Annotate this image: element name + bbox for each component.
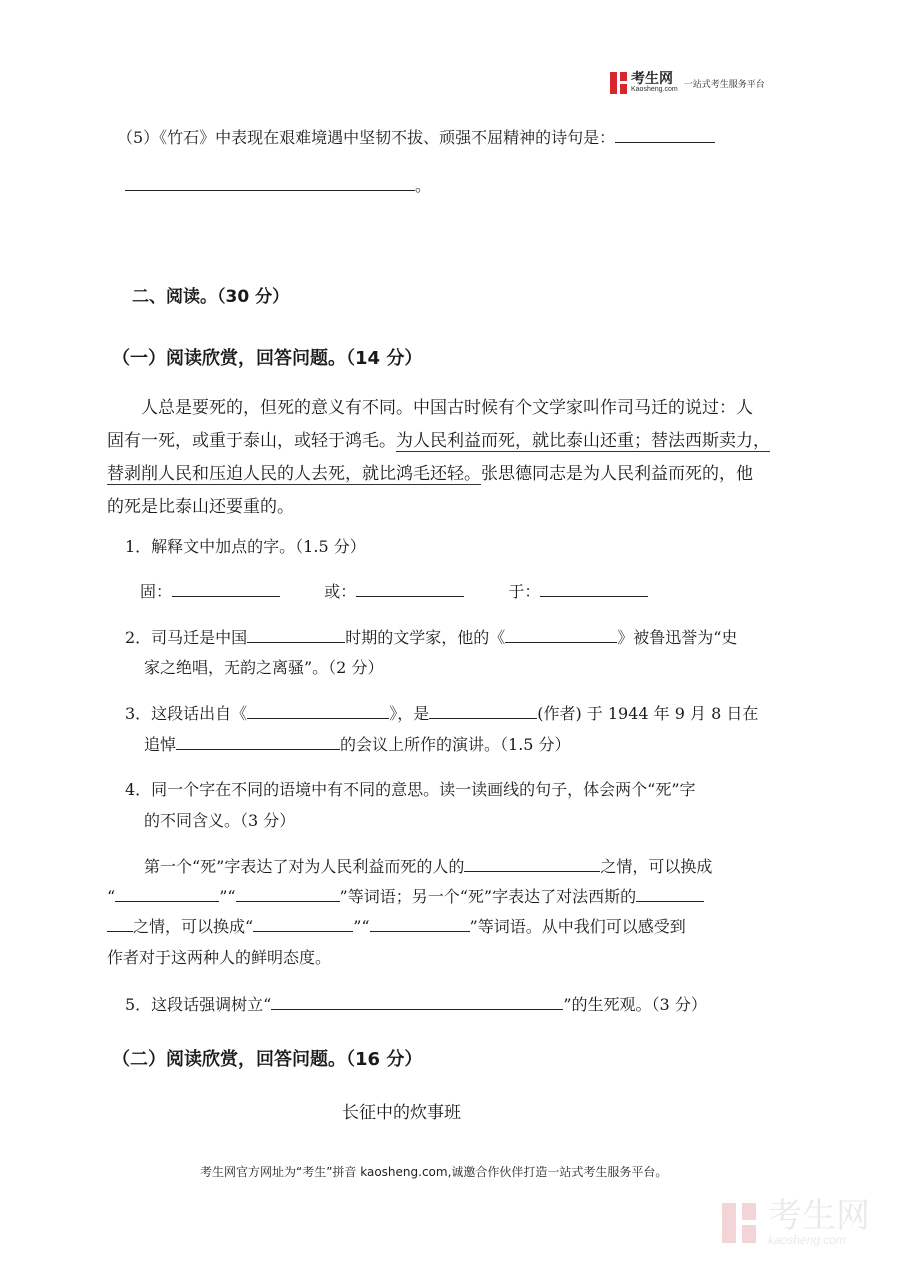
part-1-title: （一）阅读欣赏，回答问题。（14 分） <box>112 348 423 369</box>
q4-text: 之情，可以换成“ <box>133 917 254 936</box>
logo-domain: Kaosheng.com <box>631 85 678 93</box>
passage-line <box>107 425 797 458</box>
q3-text: 追悼 <box>144 735 177 754</box>
passage-line <box>107 458 797 491</box>
q4-text: 第一个“死”字表达了对为人民利益而死的人的 <box>144 857 465 876</box>
answer-blank[interactable] <box>540 582 648 597</box>
answer-blank[interactable] <box>271 995 563 1010</box>
watermark-domain: kaosheng.com <box>768 1233 847 1247</box>
watermark-name: 考生网 <box>768 1196 870 1236</box>
question-4-line1: 4．同一个字在不同的语境中有不同的意思。读一读画线的句子，体会两个“死”字 <box>125 780 696 799</box>
q3-text: (作者) 于 1944 年 9 月 8 日在 <box>537 704 759 723</box>
q3-text: 的会议上所作的演讲。（1.5 分） <box>340 735 571 754</box>
answer-blank[interactable] <box>464 857 600 872</box>
answer-blank[interactable] <box>615 128 715 143</box>
question-1: 1．解释文中加点的字。（1.5 分） <box>125 537 366 556</box>
answer-blank[interactable] <box>236 887 340 902</box>
question-4-answer-line1 <box>144 857 712 877</box>
question-3-line1 <box>125 704 758 724</box>
answer-blank[interactable] <box>125 176 415 191</box>
question-4-answer-line3 <box>107 917 686 937</box>
underlined-sentence: 为人民利益而死，就比泰山还重；替法西斯卖力， <box>396 431 770 451</box>
kaosheng-watermark-icon <box>722 1203 762 1243</box>
q3-text: 》，是 <box>389 704 430 723</box>
answer-blank[interactable] <box>636 887 704 902</box>
kaosheng-logo-icon <box>610 72 628 94</box>
q2-text: 》被鲁迅誉为“史 <box>617 628 738 647</box>
q4-text: ”“ <box>353 917 370 936</box>
question-5-part1 <box>125 995 707 1015</box>
answer-blank[interactable] <box>356 582 464 597</box>
passage-line: 人总是要死的，但死的意义有不同。中国古时候有个文学家叫作司马迁的说过：人 <box>141 398 753 418</box>
q3-text: 3．这段话出自《 <box>125 704 248 723</box>
question-5-end: 。 <box>415 176 432 195</box>
q4-text: ”“ <box>219 887 236 906</box>
passage-line: 的死是比泰山还要重的。 <box>107 497 294 517</box>
answer-blank[interactable] <box>370 917 470 932</box>
answer-blank[interactable] <box>172 582 280 597</box>
question-3-line2 <box>144 735 571 755</box>
question-4-line2: 的不同含义。（3 分） <box>144 811 296 830</box>
logo-name: 考生网 <box>631 70 673 87</box>
passage-text: 固有一死，或重于泰山，或轻于鸿毛。 <box>107 431 396 451</box>
q4-text: “ <box>107 887 116 906</box>
reading-passage <box>107 392 797 524</box>
answer-blank[interactable] <box>107 917 133 932</box>
q1-label-gu: 固： <box>140 582 173 601</box>
question-5-text: （5）《竹石》中表现在艰难境遇中坚韧不拔、顽强不屈精神的诗句是： <box>117 128 616 147</box>
answer-blank[interactable] <box>247 704 389 719</box>
watermark-text <box>768 1196 870 1247</box>
question-5-line1 <box>117 128 715 148</box>
q4-text: 之情，可以换成 <box>600 857 713 876</box>
answer-blank[interactable] <box>505 628 617 643</box>
section-2-title: 二、阅读。（30 分） <box>132 287 290 307</box>
q5-text: 5．这段话强调树立“ <box>125 995 272 1014</box>
part-2-title: （二）阅读欣赏，回答问题。（16 分） <box>112 1049 423 1070</box>
logo-slogan: 一站式考生服务平台 <box>683 79 765 90</box>
question-4-answer-line4: 作者对于这两种人的鲜明态度。 <box>107 948 332 967</box>
question-1-blanks <box>140 582 648 602</box>
answer-blank[interactable] <box>247 628 345 643</box>
answer-blank[interactable] <box>429 704 537 719</box>
page-footer: 考生网官方网址为“考生”拼音 kaosheng.com,诚邀合作伙伴打造一站式考生服务平台。 <box>200 1165 668 1179</box>
question-2-line1 <box>125 628 737 648</box>
question-5-line2 <box>125 176 431 196</box>
logo-text <box>631 70 678 94</box>
q2-text: 2．司马迁是中国 <box>125 628 248 647</box>
q1-label-huo: 或： <box>324 582 357 601</box>
q2-text: 时期的文学家，他的《 <box>345 628 506 647</box>
q1-label-yu: 于： <box>508 582 541 601</box>
header-logo <box>610 70 765 96</box>
passage-text: 张思德同志是为人民利益而死的，他 <box>481 464 753 484</box>
article-title: 长征中的炊事班 <box>342 1103 461 1123</box>
underlined-sentence: 替剥削人民和压迫人民的人去死，就比鸿毛还轻。 <box>107 464 481 484</box>
watermark <box>722 1196 870 1247</box>
answer-blank[interactable] <box>176 735 340 750</box>
q4-text: ”等词语；另一个“死”字表达了对法西斯的 <box>339 887 637 906</box>
answer-blank[interactable] <box>115 887 219 902</box>
question-2-line2: 家之绝唱，无韵之离骚”。（2 分） <box>144 658 384 677</box>
answer-blank[interactable] <box>253 917 353 932</box>
q5-text: ”的生死观。（3 分） <box>563 995 707 1014</box>
question-4-answer-line2 <box>107 887 704 907</box>
q4-text: ”等词语。从中我们可以感受到 <box>469 917 686 936</box>
